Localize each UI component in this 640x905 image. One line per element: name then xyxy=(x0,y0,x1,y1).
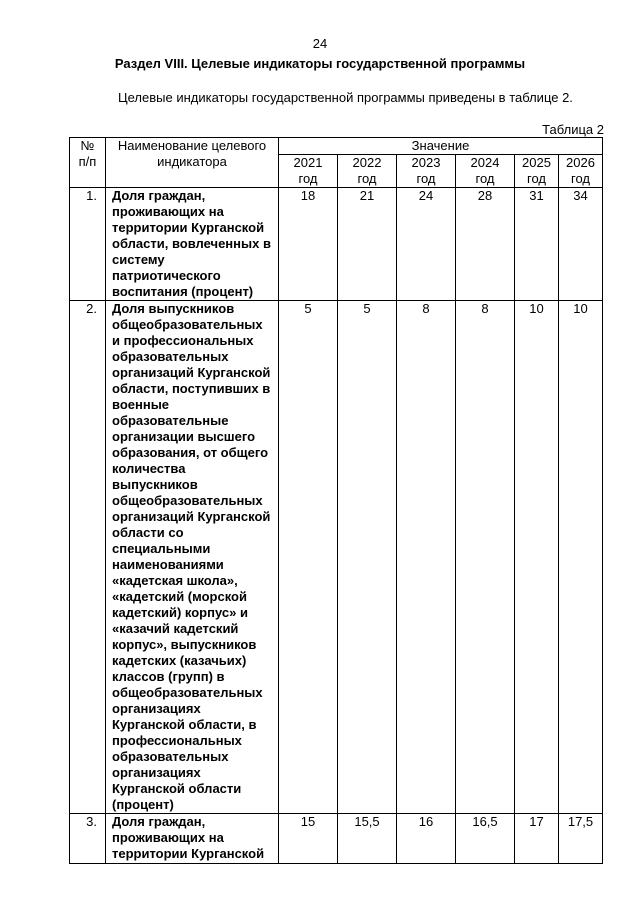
header-value: Значение xyxy=(279,138,603,155)
value-2025: 10 xyxy=(515,301,559,814)
indicator-name: Доля граждан, проживающих на территории Курганской области, вовлеченных в систему патриотического воспитания (процент) xyxy=(106,188,279,301)
value-2025: 17 xyxy=(515,814,559,864)
row-number: 3. xyxy=(70,814,106,864)
table-row xyxy=(70,814,603,864)
value-2025: 31 xyxy=(515,188,559,301)
header-year-2026: 2026 год xyxy=(559,155,603,188)
indicator-name: Доля граждан, проживающих на территории Курганской xyxy=(106,814,279,864)
value-2021: 18 xyxy=(279,188,338,301)
value-2023: 24 xyxy=(397,188,456,301)
value-2026: 17,5 xyxy=(559,814,603,864)
value-2024: 28 xyxy=(456,188,515,301)
indicators-table xyxy=(69,137,603,864)
value-2026: 10 xyxy=(559,301,603,814)
row-number: 2. xyxy=(70,301,106,814)
header-num: № п/п xyxy=(70,138,106,188)
section-title: Раздел VIII. Целевые индикаторы государственной программы xyxy=(114,56,526,71)
table-row xyxy=(70,188,603,301)
value-2021: 15 xyxy=(279,814,338,864)
value-2024: 8 xyxy=(456,301,515,814)
header-year-2021: 2021 год xyxy=(279,155,338,188)
value-2022: 21 xyxy=(338,188,397,301)
table-label: Таблица 2 xyxy=(542,122,604,137)
value-2021: 5 xyxy=(279,301,338,814)
page-number: 24 xyxy=(312,36,328,51)
table-row xyxy=(70,301,603,814)
value-2024: 16,5 xyxy=(456,814,515,864)
value-2022: 5 xyxy=(338,301,397,814)
row-number: 1. xyxy=(70,188,106,301)
indicator-name: Доля выпускников общеобразовательных и профессиональных образовательных организаций Курганской области, поступивших в военные образовательные организации высшего образования, от общего количества выпускников общеобразовательных организаций Курганской области со специальными наименованиями «кадетская школа», «кадетский (морской кадетский) корпус» и «казачий кадетский корпус», выпускников кадетских (казачьих) классов (групп) в общеобразовательных организациях Курганской области, в профессиональных образовательных организациях Курганской области (процент) xyxy=(106,301,279,814)
header-name: Наименование целевого индикатора xyxy=(106,138,279,188)
header-year-2023: 2023 год xyxy=(397,155,456,188)
header-year-2025: 2025 год xyxy=(515,155,559,188)
value-2023: 8 xyxy=(397,301,456,814)
value-2026: 34 xyxy=(559,188,603,301)
intro-text: Целевые индикаторы государственной программы приведены в таблице 2. xyxy=(118,90,573,105)
value-2023: 16 xyxy=(397,814,456,864)
header-year-2022: 2022 год xyxy=(338,155,397,188)
value-2022: 15,5 xyxy=(338,814,397,864)
header-year-2024: 2024 год xyxy=(456,155,515,188)
